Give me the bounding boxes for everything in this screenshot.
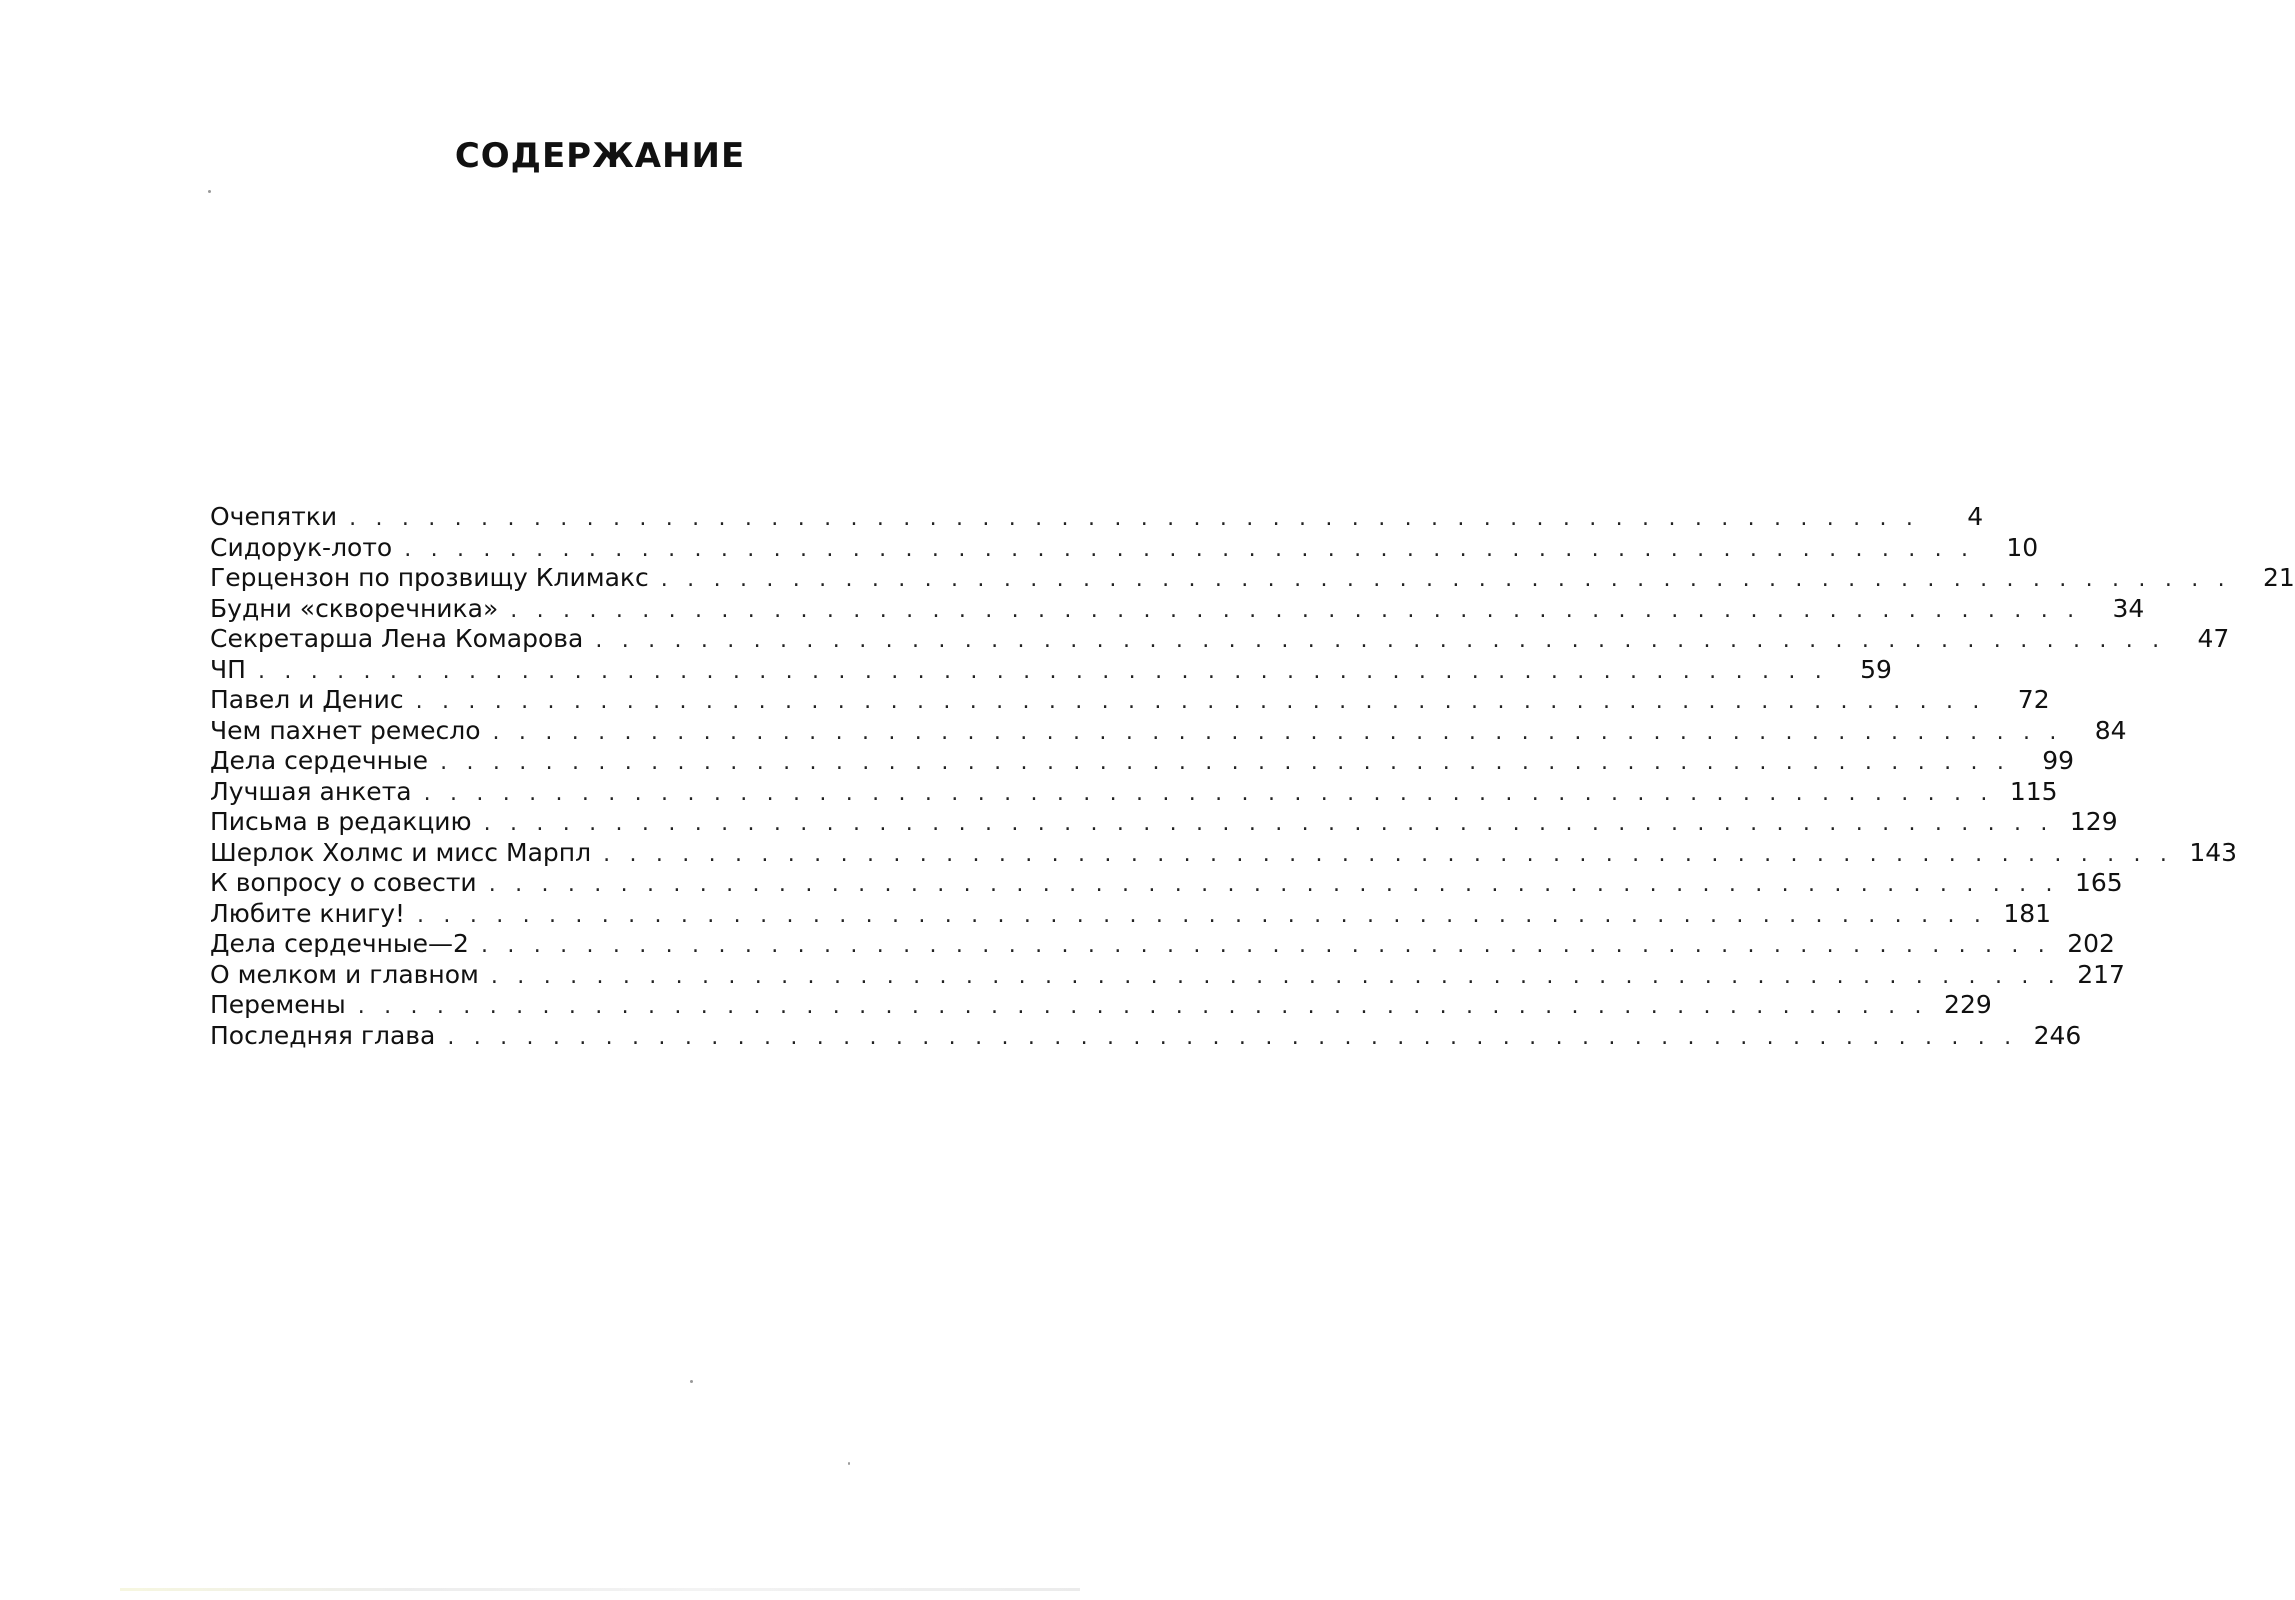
toc-dot-leader: . . . . . . . . . . . . . . . . . . . . . . . . . . . . . . . . . . . . . . . . . . . . . . . . . . . . . . . . . . . . <box>483 811 2054 836</box>
toc-entry-page: 129 <box>2069 807 2118 836</box>
toc-entry-title: О мелком и главном <box>210 959 479 989</box>
toc-entry-page: 47 <box>2197 624 2230 653</box>
toc-entry-title: Секретарша Лена Комарова <box>210 624 584 653</box>
toc-entry <box>210 746 2075 777</box>
toc-entry-page: 34 <box>2112 593 2145 623</box>
scan-speck <box>848 1462 850 1465</box>
toc-dot-leader: . . . . . . . . . . . . . . . . . . . . . . . . . . . . . . . . . . . . . . . . . . . . . . . . . . . . . . . . . . . . <box>480 933 2051 958</box>
toc-entry-title: Письма в редакцию <box>210 807 472 836</box>
toc-entry-page: 10 <box>2006 532 2039 562</box>
toc-entry <box>210 776 2058 808</box>
toc-dot-leader: . . . . . . . . . . . . . . . . . . . . . . . . . . . . . . . . . . . . . . . . . . . . . . . . . . . . . . . . . . . . <box>404 536 1975 562</box>
scan-bottom-edge <box>120 1588 1080 1591</box>
toc-entry-page: 165 <box>2074 868 2123 897</box>
scan-speck <box>690 1380 693 1383</box>
toc-dot-leader: . . . . . . . . . . . . . . . . . . . . . . . . . . . . . . . . . . . . . . . . . . . . . . . . . . . . . . . . . . . . <box>492 719 2063 745</box>
toc-dot-leader: . . . . . . . . . . . . . . . . . . . . . . . . . . . . . . . . . . . . . . . . . . . . . . . . . . . . . . . . . . . . <box>603 841 2174 867</box>
toc-dot-leader: . . . . . . . . . . . . . . . . . . . . . . . . . . . . . . . . . . . . . . . . . . . . . . . . . . . . . . . . . . . . <box>349 506 1920 531</box>
toc-entry-page: 181 <box>2003 898 2052 928</box>
toc-entry <box>210 502 1984 533</box>
toc-entry-page: 143 <box>2189 837 2238 867</box>
toc-entry-page: 72 <box>2017 685 2050 714</box>
toc-dot-leader: . . . . . . . . . . . . . . . . . . . . . . . . . . . . . . . . . . . . . . . . . . . . . . . . . . . . . . . . . . . . <box>510 597 2081 623</box>
toc-entry <box>210 959 2125 991</box>
toc-dot-leader: . . . . . . . . . . . . . . . . . . . . . . . . . . . . . . . . . . . . . . . . . . . . . . . . . . . . . . . . . . . . <box>415 689 1986 714</box>
toc-entry-page: 217 <box>2077 959 2125 989</box>
toc-dot-leader: . . . . . . . . . . . . . . . . . . . . . . . . . . . . . . . . . . . . . . . . . . . . . . . . . . . . . . . . . . . . <box>257 658 1828 684</box>
toc-entry-title: К вопросу о совести <box>210 868 477 897</box>
toc-entry <box>210 837 2238 869</box>
toc-entry-title: Герцензон по прозвищу Климакс <box>210 563 649 592</box>
scan-speck <box>208 190 211 193</box>
toc-dot-leader: . . . . . . . . . . . . . . . . . . . . . . . . . . . . . . . . . . . . . . . . . . . . . . . . . . . . . . . . . . . . <box>660 567 2231 592</box>
toc-entry <box>210 1020 2082 1052</box>
toc-entry-title: Любите книгу! <box>210 898 406 928</box>
toc-dot-leader: . . . . . . . . . . . . . . . . . . . . . . . . . . . . . . . . . . . . . . . . . . . . . . . . . . . . . . . . . . . . <box>490 963 2061 989</box>
toc-dot-leader: . . . . . . . . . . . . . . . . . . . . . . . . . . . . . . . . . . . . . . . . . . . . . . . . . . . . . . . . . . . . <box>357 994 1928 1019</box>
toc-entry-page: 59 <box>1860 654 1892 684</box>
toc-dot-leader: . . . . . . . . . . . . . . . . . . . . . . . . . . . . . . . . . . . . . . . . . . . . . . . . . . . . . . . . . . . . <box>488 872 2059 897</box>
toc-entry <box>210 532 2039 564</box>
toc-entry-title: Будни «скворечника» <box>210 593 499 623</box>
table-of-contents <box>210 502 2295 1051</box>
toc-entry <box>210 807 2118 838</box>
toc-entry <box>210 563 2295 594</box>
toc-entry-title: Последняя глава <box>210 1020 436 1050</box>
toc-entry-page: 99 <box>2042 746 2075 775</box>
toc-entry-page: 202 <box>2067 929 2115 958</box>
toc-entry-page: 21 <box>2262 563 2295 592</box>
toc-entry-title: Сидорук-лото <box>210 532 393 562</box>
toc-entry-title: Павел и Денис <box>210 685 404 714</box>
toc-entry <box>210 990 1992 1021</box>
toc-dot-leader: . . . . . . . . . . . . . . . . . . . . . . . . . . . . . . . . . . . . . . . . . . . . . . . . . . . . . . . . . . . . <box>447 1024 2018 1050</box>
toc-entry <box>210 929 2115 960</box>
toc-entry-page: 84 <box>2094 715 2127 745</box>
toc-entry <box>210 685 2050 716</box>
toc-dot-leader: . . . . . . . . . . . . . . . . . . . . . . . . . . . . . . . . . . . . . . . . . . . . . . . . . . . . . . . . . . . . <box>423 780 1994 806</box>
toc-entry-page: 229 <box>1944 990 1992 1019</box>
toc-dot-leader: . . . . . . . . . . . . . . . . . . . . . . . . . . . . . . . . . . . . . . . . . . . . . . . . . . . . . . . . . . . . <box>417 902 1988 928</box>
toc-entry-title: Шерлок Холмс и мисс Марпл <box>210 837 592 867</box>
toc-dot-leader: . . . . . . . . . . . . . . . . . . . . . . . . . . . . . . . . . . . . . . . . . . . . . . . . . . . . . . . . . . . . <box>440 750 2011 775</box>
page-title: СОДЕРЖАНИЕ <box>454 136 746 176</box>
toc-entry <box>210 715 2127 747</box>
toc-entry-title: Перемены <box>210 990 346 1019</box>
toc-entry <box>210 593 2145 625</box>
toc-entry-title: Дела сердечные <box>210 746 429 775</box>
toc-entry-page: 4 <box>1967 502 1984 531</box>
toc-entry-title: Чем пахнет ремесло <box>210 715 481 745</box>
toc-entry-title: Лучшая анкета <box>210 776 412 806</box>
toc-entry <box>210 898 2052 930</box>
toc-entry <box>210 654 1892 686</box>
toc-entry-title: ЧП <box>210 654 246 684</box>
toc-entry-title: Дела сердечные—2 <box>210 929 469 958</box>
toc-entry <box>210 868 2123 899</box>
toc-entry <box>210 624 2230 655</box>
toc-entry-title: Очепятки <box>210 502 338 531</box>
toc-entry-page: 115 <box>2009 776 2058 806</box>
toc-dot-leader: . . . . . . . . . . . . . . . . . . . . . . . . . . . . . . . . . . . . . . . . . . . . . . . . . . . . . . . . . . . . <box>595 628 2166 653</box>
toc-entry-page: 246 <box>2033 1020 2082 1050</box>
